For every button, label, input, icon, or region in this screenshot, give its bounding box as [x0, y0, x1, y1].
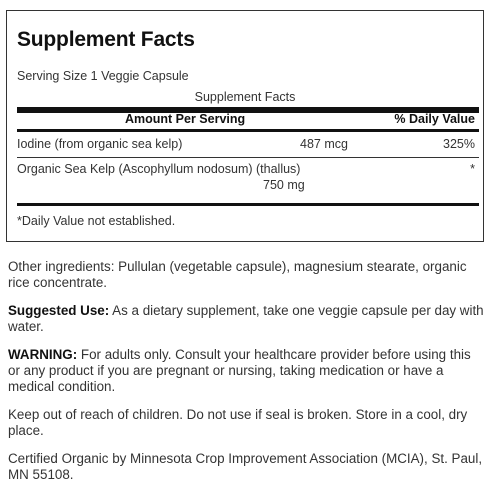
suggested-use-text: As a dietary supplement, take one veggie capsule per day with water. [8, 303, 484, 334]
storage-instructions: Keep out of reach of children. Do not use if seal is broken. Store in a cool, dry place. [8, 407, 468, 438]
header-divider [17, 129, 479, 132]
nutrient-dv-iodine: 325% [443, 137, 475, 151]
panel-subheading: Supplement Facts [194, 90, 296, 104]
suggested-use-label: Suggested Use: [8, 303, 110, 318]
nutrient-name-iodine: Iodine (from organic sea kelp) [17, 137, 183, 151]
warning [8, 347, 484, 395]
row-divider [17, 157, 479, 158]
panel-title: Supplement Facts [17, 28, 195, 51]
suggested-use [8, 303, 484, 335]
supplement-facts-panel [6, 10, 484, 242]
daily-value-footnote: *Daily Value not established. [17, 214, 176, 228]
column-header-amount: Amount Per Serving [125, 112, 246, 126]
nutrient-amount-iodine: 487 mcg [300, 137, 348, 151]
certification: Certified Organic by Minnesota Crop Improvement Association (MCIA), St. Paul, MN 55108. [8, 451, 483, 482]
nutrient-dv-sea-kelp: * [470, 162, 475, 176]
other-ingredients: Other ingredients: Pullulan (vegetable capsule), magnesium stearate, organic rice concentrate. [8, 259, 467, 290]
warning-label: WARNING: [8, 347, 78, 362]
nutrient-amount-sea-kelp: 750 mg [263, 178, 305, 192]
column-header-daily-value: % Daily Value [394, 112, 475, 126]
nutrient-name-sea-kelp: Organic Sea Kelp (Ascophyllum nodosum) (thallus) [17, 162, 301, 176]
serving-size: Serving Size 1 Veggie Capsule [17, 69, 189, 83]
bottom-divider [17, 203, 479, 206]
warning-text: For adults only. Consult your healthcare provider before using this or any product if you are pregnant or nursing, taking medication or have a medical condition. [8, 347, 471, 394]
